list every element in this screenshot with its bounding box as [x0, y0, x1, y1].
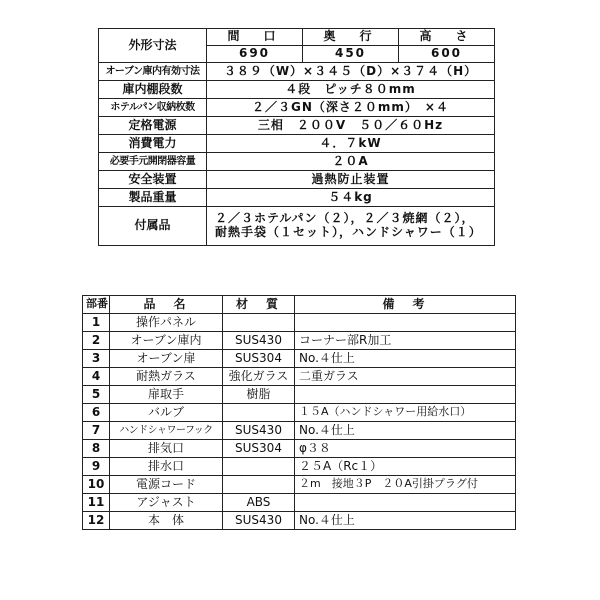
- spec-label: 庫内棚段数: [99, 81, 207, 99]
- accessories-row: [99, 207, 495, 246]
- part-name: バルブ: [110, 404, 223, 422]
- part-material: SUS430: [223, 332, 295, 350]
- spec-row: [99, 171, 495, 189]
- part-name: ハンドシャワーフック: [110, 422, 223, 440]
- spec-value: 三相 ２００V ５０／６０Hz: [207, 117, 495, 135]
- part-material: [223, 404, 295, 422]
- spec-label: 必要手元開閉器容量: [99, 153, 207, 171]
- width-value: 690: [207, 46, 303, 63]
- part-material: SUS304: [223, 440, 295, 458]
- parts-row: [83, 476, 516, 494]
- spec-row: [99, 81, 495, 99]
- part-name: 操作パネル: [110, 314, 223, 332]
- part-number: 3: [83, 350, 110, 368]
- part-material: [223, 458, 295, 476]
- spec-value: ４．７kW: [207, 135, 495, 153]
- spec-table: [98, 28, 495, 246]
- parts-row: [83, 440, 516, 458]
- header-name: 品 名: [110, 296, 223, 314]
- spec-row: [99, 189, 495, 207]
- accessories-value: [207, 207, 495, 246]
- part-note: [295, 386, 516, 404]
- parts-row: [83, 350, 516, 368]
- part-note: 二重ガラス: [295, 368, 516, 386]
- height-label: 高 さ: [399, 29, 495, 46]
- accessories-line: 耐熱手袋（１セット），ハンドシャワー（１）: [215, 225, 482, 239]
- width-label: 間 口: [207, 29, 303, 46]
- part-number: 5: [83, 386, 110, 404]
- spec-row: [99, 135, 495, 153]
- part-material: 強化ガラス: [223, 368, 295, 386]
- spec-row: [99, 153, 495, 171]
- part-name: 排気口: [110, 440, 223, 458]
- part-name: アジャスト: [110, 494, 223, 512]
- parts-header-row: [83, 296, 516, 314]
- spec-label: ホテルパン収納枚数: [99, 99, 207, 117]
- part-note: No.４仕上: [295, 422, 516, 440]
- part-name: オーブン庫内: [110, 332, 223, 350]
- spec-label: 定格電源: [99, 117, 207, 135]
- parts-row: [83, 512, 516, 530]
- spec-label: 消費電力: [99, 135, 207, 153]
- parts-row: [83, 386, 516, 404]
- part-material: SUS430: [223, 512, 295, 530]
- part-number: 12: [83, 512, 110, 530]
- spec-value: ２０A: [207, 153, 495, 171]
- accessories-line: ２／３ホテルパン（２），２／３焼網（２），: [215, 211, 475, 226]
- part-material: SUS304: [223, 350, 295, 368]
- spec-value: 過熱防止装置: [207, 171, 495, 189]
- part-name: オーブン扉: [110, 350, 223, 368]
- header-note: 備 考: [295, 296, 516, 314]
- part-number: 1: [83, 314, 110, 332]
- spec-value: ４段 ピッチ８０mm: [207, 81, 495, 99]
- part-name: 耐熱ガラス: [110, 368, 223, 386]
- part-material: 樹脂: [223, 386, 295, 404]
- part-number: 7: [83, 422, 110, 440]
- parts-row: [83, 422, 516, 440]
- spec-label: オーブン庫内有効寸法: [99, 63, 207, 81]
- spec-value: ２／３GN（深さ２０mm） ×４: [207, 99, 495, 117]
- height-value: 600: [399, 46, 495, 63]
- part-note: １５A（ハンドシャワー用給水口）: [295, 404, 516, 422]
- depth-value: 450: [303, 46, 399, 63]
- accessories-label: 付属品: [99, 207, 207, 246]
- part-note: ２m 接地３P ２０A引掛プラグ付: [295, 476, 516, 494]
- parts-table: [82, 295, 516, 530]
- part-note: コーナー部R加工: [295, 332, 516, 350]
- depth-label: 奥 行: [303, 29, 399, 46]
- parts-row: [83, 314, 516, 332]
- part-number: 4: [83, 368, 110, 386]
- header-no: 部番: [83, 296, 110, 314]
- part-note: [295, 494, 516, 512]
- part-material: [223, 476, 295, 494]
- spec-row: [99, 63, 495, 81]
- spec-value: ５４kg: [207, 189, 495, 207]
- part-number: 9: [83, 458, 110, 476]
- parts-row: [83, 458, 516, 476]
- part-number: 6: [83, 404, 110, 422]
- part-number: 11: [83, 494, 110, 512]
- parts-row: [83, 368, 516, 386]
- parts-row: [83, 404, 516, 422]
- dimension-header-row: [99, 29, 495, 46]
- dimensions-label: 外形寸法: [99, 29, 207, 63]
- part-material: ABS: [223, 494, 295, 512]
- part-note: φ３８: [295, 440, 516, 458]
- part-material: SUS430: [223, 422, 295, 440]
- spec-row: [99, 99, 495, 117]
- spec-label: 安全装置: [99, 171, 207, 189]
- part-note: No.４仕上: [295, 512, 516, 530]
- part-name: 扉取手: [110, 386, 223, 404]
- part-name: 本 体: [110, 512, 223, 530]
- part-number: 8: [83, 440, 110, 458]
- part-name: 電源コード: [110, 476, 223, 494]
- part-name: 排水口: [110, 458, 223, 476]
- spec-row: [99, 117, 495, 135]
- header-material: 材 質: [223, 296, 295, 314]
- part-note: [295, 314, 516, 332]
- parts-row: [83, 332, 516, 350]
- spec-label: 製品重量: [99, 189, 207, 207]
- part-number: 10: [83, 476, 110, 494]
- part-material: [223, 314, 295, 332]
- part-note: No.４仕上: [295, 350, 516, 368]
- part-number: 2: [83, 332, 110, 350]
- spec-value: ３８９（W）×３４５（D）×３７４（H）: [207, 63, 495, 81]
- part-note: ２５A（Rc１）: [295, 458, 516, 476]
- parts-row: [83, 494, 516, 512]
